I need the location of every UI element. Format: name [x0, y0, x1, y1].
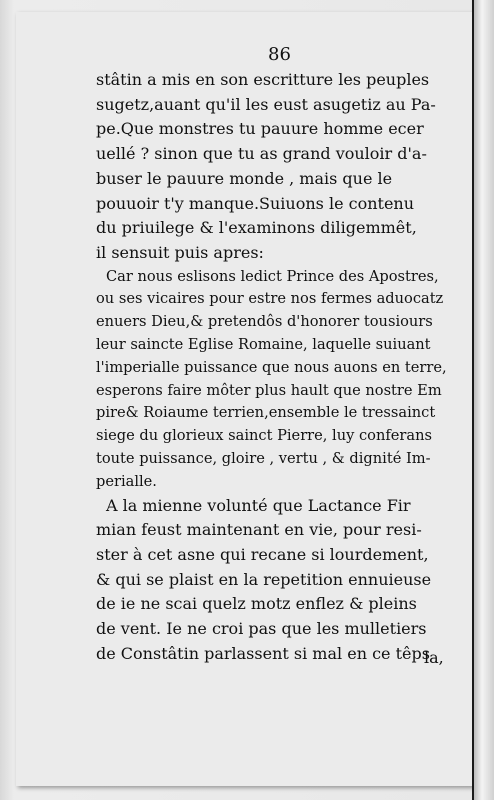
text-line: uellé ? sinon que tu as grand vouloir d'a-	[96, 144, 427, 164]
text-line: de vent. Ie ne croi pas que les mulletiers	[96, 619, 427, 639]
text-line: sugetz,auant qu'il les eust asugetiz au Pa-	[96, 94, 436, 114]
quote-line: leur saincte Eglise Romaine, laquelle suiuant	[96, 336, 431, 354]
quote-line: pire& Roiaume terrien,ensemble le tressainct	[96, 404, 436, 422]
text-line: pouuoir t'y manque.Suiuons le contenu	[96, 193, 415, 213]
text-line: buser le pauure monde , mais que le	[96, 168, 393, 188]
quote-line: perialle.	[96, 472, 157, 490]
text-line: il sensuit puis apres:	[96, 242, 264, 262]
quote-line: toute puissance, gloire , vertu , & dignité Im-	[96, 450, 431, 467]
quote-line: Car nous eslisons ledict Prince des Apostres,	[106, 267, 439, 285]
text-line: ster à cet asne qui recane si lourdement,	[96, 545, 429, 564]
quote-line: esperons faire môter plus hault que nostre Em	[96, 381, 442, 399]
text-line: du priuilege & l'examinons diligemmêt,	[96, 218, 417, 238]
paragraph-2	[96, 494, 452, 667]
quote-line: siege du glorieux sainct Pierre, luy conferans	[96, 427, 432, 445]
text-line: & qui se plaist en la repetition ennuieuse	[96, 569, 432, 589]
text-line: de ie ne scai quelz motz enflez & pleins	[96, 594, 417, 614]
paragraph-1	[96, 68, 452, 266]
quote-line: l'imperialle puissance que nous auons en terre,	[96, 358, 447, 376]
text-line: mian feust maintenant en vie, pour resi-	[96, 520, 422, 540]
quote-line: ou ses vicaires pour estre nos fermes aduocatz	[96, 290, 444, 308]
quote-line: enuers Dieu,& pretendôs d'honorer tousiours	[96, 313, 433, 331]
body-text	[96, 68, 452, 667]
text-line: de Constâtin parlassent si mal en ce têps	[96, 643, 430, 663]
quotation-block	[96, 266, 452, 494]
text-line: stâtin a mis en son escritture les peuples	[96, 70, 430, 89]
text-line: pe.Que monstres tu pauure homme ecer	[96, 119, 424, 139]
text-line: A la mienne volunté que Lactance Fir	[106, 495, 411, 515]
catchword: la,	[424, 648, 444, 667]
next-page-edge	[472, 0, 494, 800]
page-number: 86	[268, 44, 291, 65]
